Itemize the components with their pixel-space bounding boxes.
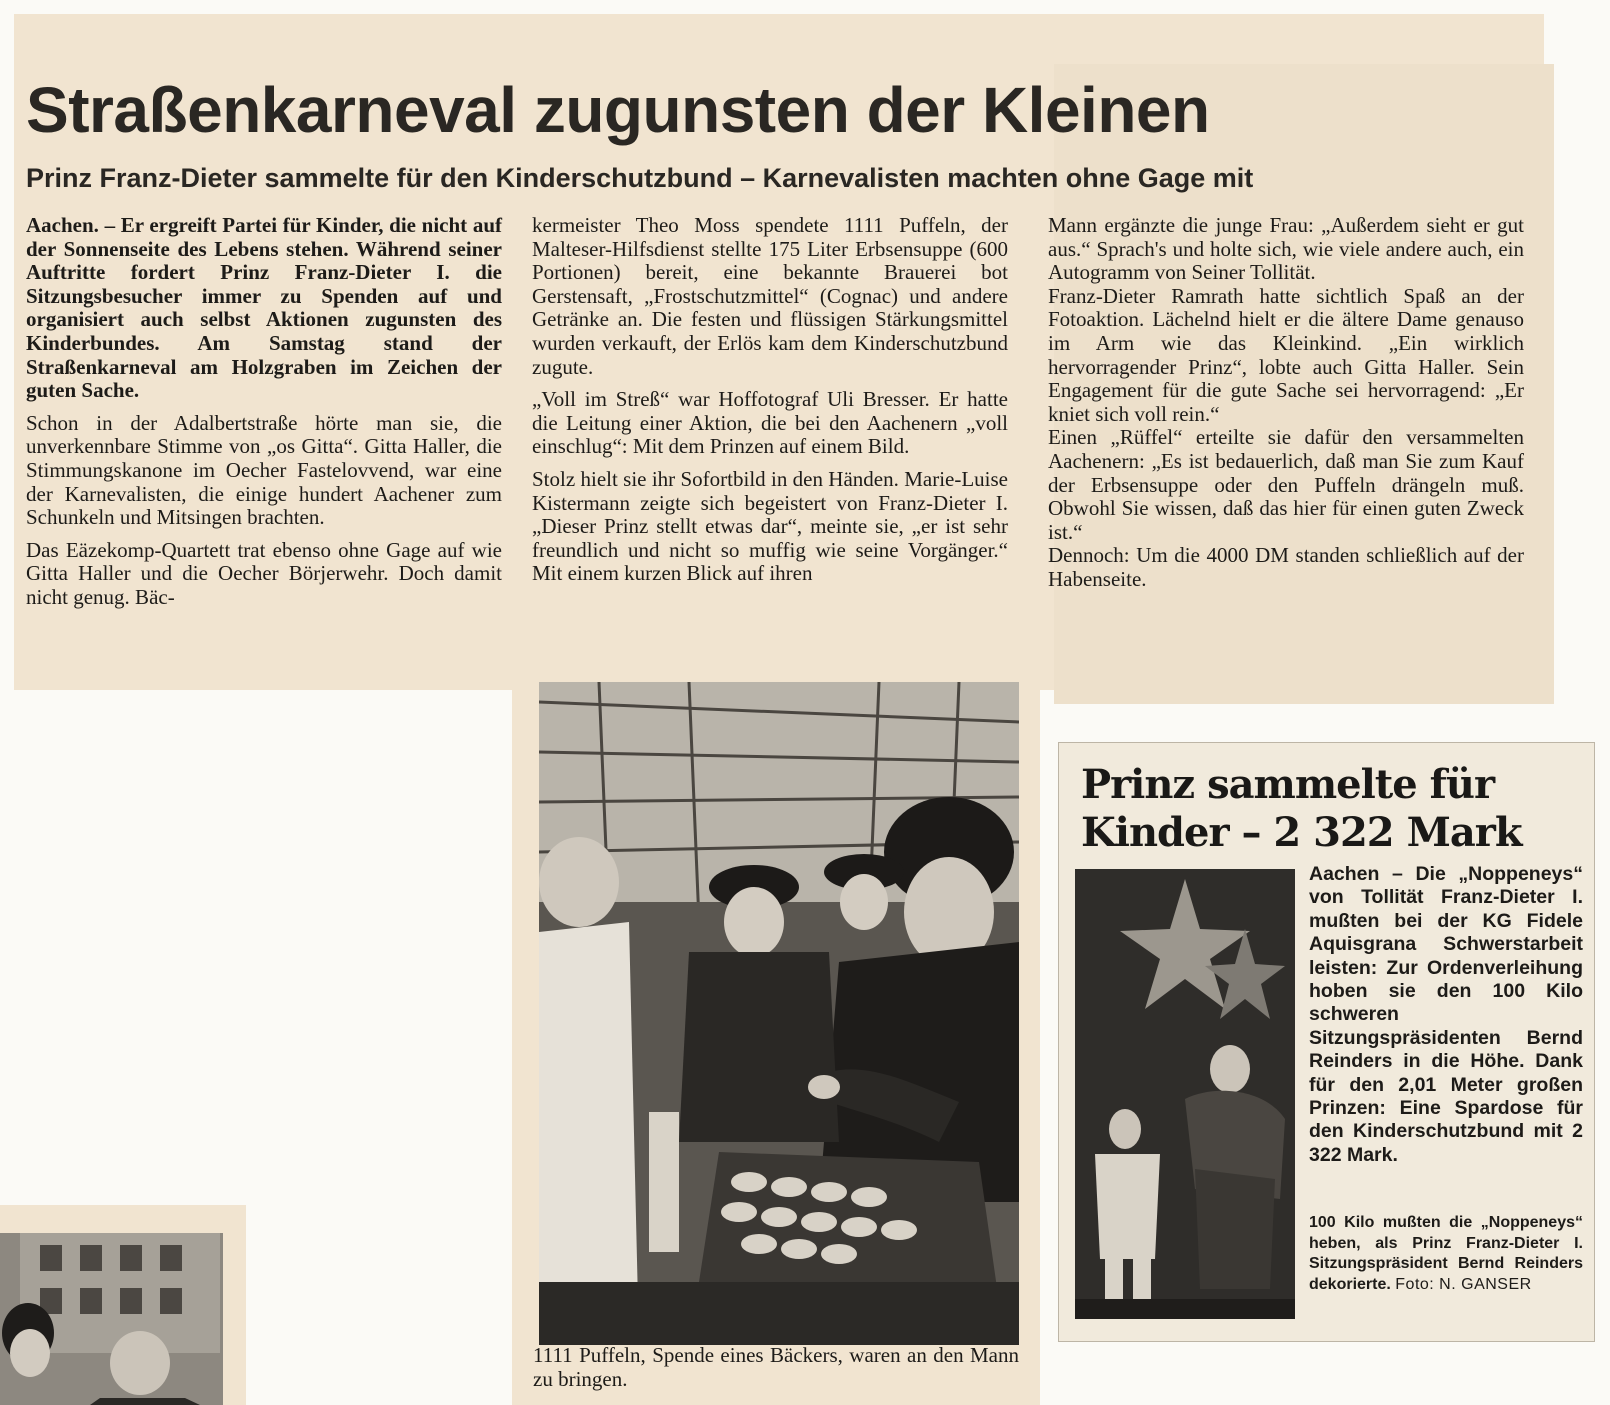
- photo-credit: Foto: N. GANSER: [1395, 1275, 1532, 1293]
- prince-carnival-photo: [539, 682, 1019, 1345]
- paragraph: Mann ergänzte die junge Frau: „Außerdem sieht er gut aus.“ Sprach's und holte sich, wie viele andere auch, ein Autogramm von Seiner Tollität.: [1048, 213, 1524, 285]
- photo-illustration: [539, 682, 1019, 1345]
- street-photo-fragment: [0, 1233, 223, 1405]
- sidebar-photo-caption: [1309, 1213, 1583, 1295]
- lead-paragraph: Aachen. – Er ergreift Partei für Kinder, die nicht auf der Sonnenseite des Lebens stehen. Während seiner Auftritte fordert Prinz Franz-Dieter I. die Sitzungsbesucher immer zu Spenden auf und organisiert auch selbst Aktionen zugunsten des Kinderbundes. Am Samstag stand der Straßenkarneval am Holzgraben im Zeichen der guten Sache.: [26, 213, 502, 403]
- subheadline: Prinz Franz-Dieter sammelte für den Kinderschutzbund – Karnevalisten machten ohne Gage mit: [26, 163, 1254, 193]
- sidebar-headline-line-2: Kinder – 2 322 Mark: [1081, 809, 1522, 856]
- article-column-1: [26, 214, 502, 610]
- photo-illustration: [1075, 869, 1295, 1319]
- sidebar-body: Aachen – Die „Noppeneys“ von Tollität Franz-Dieter I. mußten bei der KG Fidele Aquisgrana Schwerstarbeit leisten: Zur Ordenverleihung hoben sie den 100 Kilo schweren Sitzungspräsidenten Bernd Reinders in die Höhe. Dank für den 2,01 Meter großen Prinzen: Eine Spardose für den Kinderschutzbund mit 2 322 Mark.: [1309, 863, 1583, 1166]
- sidebar-headline: [1081, 761, 1601, 857]
- paragraph: Dennoch: Um die 4000 DM standen schließlich auf der Habenseite.: [1048, 543, 1524, 591]
- paragraph: Stolz hielt sie ihr Sofortbild in den Händen. Marie-Luise Kistermann zeigte sich begeistert von Franz-Dieter I. „Dieser Prinz stellt etwas dar“, meinte sie, „er ist sehr freundlich und nicht so muffig wie seine Vorgänger.“ Mit einem kurzen Blick auf ihren: [532, 466, 1008, 586]
- noppeneys-photo: [1075, 869, 1295, 1319]
- paragraph: „Voll im Streß“ war Hoffotograf Uli Bresser. Er hatte die Leitung einer Aktion, die bei den Aachenern „voll einschlug“: Mit dem Prinzen auf einem Bild.: [532, 387, 1008, 459]
- paragraph: Franz-Dieter Ramrath hatte sichtlich Spaß an der Fotoaktion. Lächelnd hielt er die ältere Dame genauso im Arm wie das Kleinkind. „Ein wirklich hervorragender Prinz“, lobte auch Gitta Haller. Sein Engagement für die gute Sache sei hervorragend: „Er kniet sich voll rein.“: [1048, 283, 1524, 426]
- sidebar-caption-text: 100 Kilo mußten die „Noppeneys“ heben, als Prinz Franz-Dieter I. Sitzungspräsident Bernd Reinders dekorierte.: [1309, 1214, 1583, 1293]
- photo-caption: 1111 Puffeln, Spende eines Bäckers, waren an den Mann zu bringen.: [533, 1343, 1019, 1391]
- photo-illustration: [0, 1233, 223, 1405]
- paragraph: Das Eäzekomp-Quartett trat ebenso ohne Gage auf wie Gitta Haller und die Oecher Börjerwehr. Doch damit nicht genug. Bäc-: [26, 537, 502, 609]
- headline: Straßenkarneval zugunsten der Kleinen: [26, 74, 1210, 146]
- sidebar-headline-line-1: Prinz sammelte für: [1081, 761, 1495, 808]
- article-column-2: [532, 214, 1008, 586]
- paragraph: Einen „Rüffel“ erteilte sie dafür den versammelten Aachenern: „Es ist bedauerlich, daß man Sie zum Kauf der Erbsensuppe oder den Puffeln drängeln muß. Obwohl Sie wissen, daß das hier für einen guten Zweck ist.“: [1048, 425, 1524, 544]
- article-column-3: [1048, 214, 1524, 592]
- paragraph: Schon in der Adalbertstraße hörte man sie, die unverkennbare Stimme von „os Gitta“. Gitta Haller, die Stimmungskanone im Oecher Fastelovvend, war eine der Karnevalisten, die einige hundert Aachener zum Schunkeln und Mitsingen brachten.: [26, 410, 502, 530]
- paragraph: kermeister Theo Moss spendete 1111 Puffeln, der Malteser-Hilfsdienst stellte 175 Liter Erbsensuppe (600 Portionen) bereit, eine bekannte Brauerei bot Gerstensaft, „Frostschutzmittel“ (Cognac) und andere Getränke an. Die festen und flüssigen Stärkungsmittel wurden verkauft, der Erlös kam dem Kinderschutzbund zugute.: [532, 213, 1008, 379]
- sidebar-article: [1058, 742, 1595, 1342]
